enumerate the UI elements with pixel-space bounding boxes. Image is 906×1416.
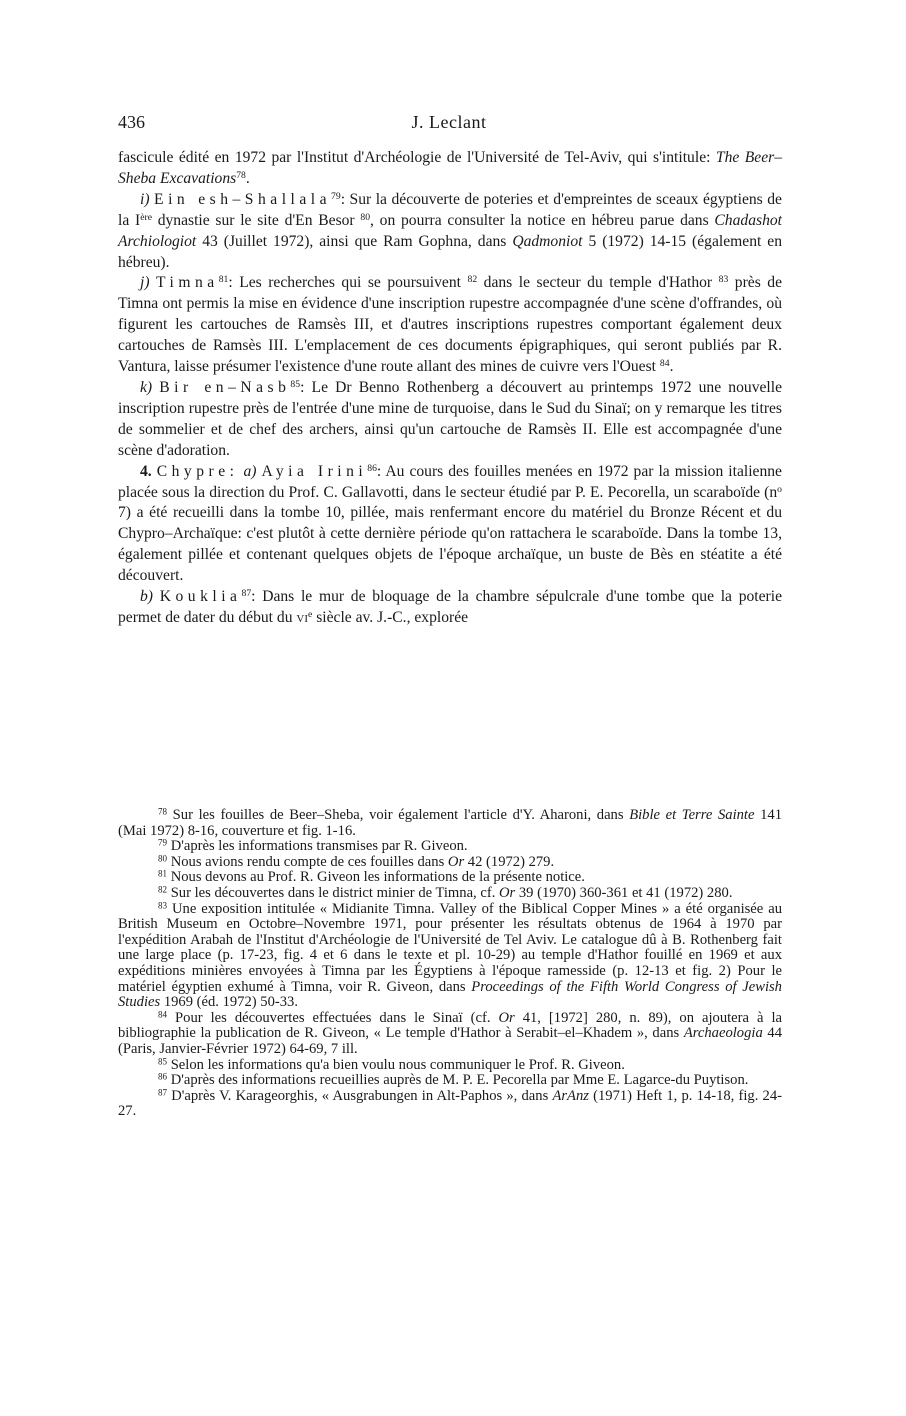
section-number: 4.: [140, 462, 152, 480]
paragraph-beer-sheba: fascicule édité en 1972 par l'Institut d'Archéologie de l'Université de Tel-Aviv, qui s'intitule: The Beer–Sheba Excavations$^{78}$.: [118, 149, 782, 187]
footnote-79: $^{79}$ D'après les informations transmises par R. Giveon.: [158, 837, 468, 855]
footnote-ref: 81: [218, 274, 229, 286]
footnote-82: $^{82}$ Sur les découvertes dans le district minier de Timna, cf. Or 39 (1970) 360-361 et 41 (1972) 280.: [158, 884, 733, 901]
footnote-number: 85: [158, 1055, 168, 1066]
site-name: Timna: [156, 274, 219, 292]
footnote-ref: 82: [467, 274, 478, 286]
journal-title: Chadashot Archiologiot: [118, 211, 782, 250]
footnotes: [118, 808, 782, 1120]
footnote-number: 80: [158, 853, 168, 864]
journal-title: Qadmoniot: [512, 232, 583, 250]
footnote-84: $^{84}$ Pour les découvertes effectuées dans le Sinaï (cf. Or 41, [1972] 280, n. 89), on ajoutera à la bibliographie la publication de R. Giveon, « Le temple d'Hathor à Serabit–el–Khadem », dans Archaeologia 44 (Paris, Janvier-Février 1972) 64-69, 7 ill.: [118, 1009, 782, 1057]
site-name: Ein esh–Shallala: [154, 190, 332, 208]
footnote-ref: 83: [718, 274, 729, 286]
site-name: Kouklia: [159, 588, 242, 606]
footnote-87: $^{87}$ D'après V. Karageorghis, « Ausgrabungen in Alt-Paphos », dans ArAnz (1971) Heft 1, p. 14-18, fig. 24-27.: [118, 1087, 782, 1120]
footnote-81: $^{81}$ Nous devons au Prof. R. Giveon les informations de la présente notice.: [158, 868, 585, 886]
footnote-number: 87: [158, 1087, 168, 1098]
footnote-ref: 85: [290, 379, 301, 391]
footnote-86: $^{86}$ D'après des informations recueillies auprès de M. P. E. Pecorella par Mme E. Lagarce-du Puytison.: [158, 1071, 749, 1089]
footnote-ref: 86: [367, 462, 377, 474]
page-number: 436: [118, 112, 145, 132]
footnote-ref: 84: [659, 358, 670, 370]
book-title: The Beer–Sheba Excavations: [118, 149, 782, 187]
paragraph-timna: j) Timna$^{81}$: Les recherches qui se poursuivent $^{82}$ dans le secteur du temple d'Hathor $^{83}$ près de Timna ont permis la mise en évidence d'une inscription rupestre accompagnée d'une scène d'offrandes, où figurent les cartouches de Ramsès III, et d'autres inscriptions rupestres comportant également deux cartouches de Ramsès III. L'emplacement de ces documents épigraphiques, qui seront publiés par R. Vantura, laisse présumer l'existence d'une route allant des mines de cuivre vers l'Ouest $^{84}$.: [118, 274, 783, 376]
page-header: [118, 112, 780, 138]
footnote-80: $^{80}$ Nous avions rendu compte de ces fouilles dans Or 42 (1972) 279.: [158, 853, 555, 870]
footnote-ref: 78: [236, 170, 246, 182]
main-text: [118, 148, 782, 629]
site-name: Ayia Irini: [261, 462, 368, 480]
footnote-number: 81: [158, 868, 168, 879]
footnote-ref: 80: [360, 211, 371, 223]
site-name: Bir en–Nasb: [159, 378, 291, 396]
footnote-ref: 79: [331, 190, 341, 202]
footnote-number: 86: [158, 1071, 168, 1082]
running-head: J. Leclant: [411, 112, 487, 132]
footnote-number: 84: [158, 1009, 168, 1020]
footnote-number: 83: [158, 900, 168, 911]
footnote-83: $^{83}$ Une exposition intitulée « Midianite Timna. Valley of the Biblical Copper Mines » a été organisée au British Museum en Octobre–Novembre 1971, pour présenter les résultats obtenus de 1964 à 1970 par l'expédition Arabah de l'Institut d'Archéologie de l'Université de Tel Aviv. Le catalogue dû à B. Rothenberg fait une large place (p. 17-23, fig. 4 et 6 dans le texte et pl. 10-29) au temple d'Hathor fouillé en 1969 et aux expéditions minières envoyées à Timna par les Égyptiens à l'époque ramesside (p. 12-13 et fig. 2) Pour le matériel égyptien exhumé à Timna, voir R. Giveon, dans Proceedings of the Fifth World Congress of Jewish Studies 1969 (éd. 1972) 50-33.: [118, 900, 782, 1011]
footnote-number: 79: [158, 837, 168, 848]
footnote-number: 82: [158, 884, 168, 895]
paragraph-bir-en-nasb: k) Bir en–Nasb$^{85}$: Le Dr Benno Rothenberg a découvert au printemps 1972 une nouvelle inscription rupestre près de l'entrée d'une mine de turquoise, dans le Sud du Sinaï; on y remarque les titres de sommelier et de chef des archers, ainsi qu'un cartouche de Ramsès II. Elle est accompagnée d'une scène d'adoration.: [118, 378, 782, 459]
footnote-number: 78: [158, 806, 168, 817]
footnote-85: $^{85}$ Selon les informations qu'a bien voulu nous communiquer le Prof. R. Giveon.: [158, 1055, 625, 1073]
section-heading: Chypre:: [156, 462, 239, 480]
paragraph-ein-esh-shallala: i) Ein esh–Shallala$^{79}$: Sur la découverte de poteries et d'empreintes de sceaux égyptiens de la Ière dynastie sur le site d'En Besor $^{80}$, on pourra consulter la notice en hébreu parue dans Chadashot Archiologiot 43 (Juillet 1972), ainsi que Ram Gophna, dans Qadmoniot 5 (1972) 14-15 (également en hébreu).: [118, 190, 782, 271]
footnote-ref: 87: [241, 588, 252, 600]
paragraph-kouklia: b) Kouklia$^{87}$: Dans le mur de bloquage de la chambre sépulcrale d'une tombe que la poterie permet de dater du début du $vi^e$ siècle av. J.-C., explorée: [118, 588, 782, 626]
paragraph-ayia-irini: 4. Chypre: a) Ayia Irini$^{86}$: Au cours des fouilles menées en 1972 par la mission italienne placée sous la direction du Prof. C. Gallavotti, dans le secteur étudié par P. E. Pecorella, un scaraboïde ($n^o$ 7) a été recueilli dans la tombe 10, pillée, mais renfermant encore du matériel du Bronze Récent et du Chypro–Archaïque: c'est plutôt à cette dernière période qu'on rattachera le scaraboïde. Dans la tombe 13, également pillée et contenant quelques objets de l'époque archaïque, un buste de Bès en stéatite a été découvert.: [118, 462, 782, 585]
footnote-78: $^{78}$ Sur les fouilles de Beer–Sheba, voir également l'article d'Y. Aharoni, dans Bible et Terre Sainte 141 (Mai 1972) 8-16, couverture et fig. 1-16.: [118, 806, 782, 839]
